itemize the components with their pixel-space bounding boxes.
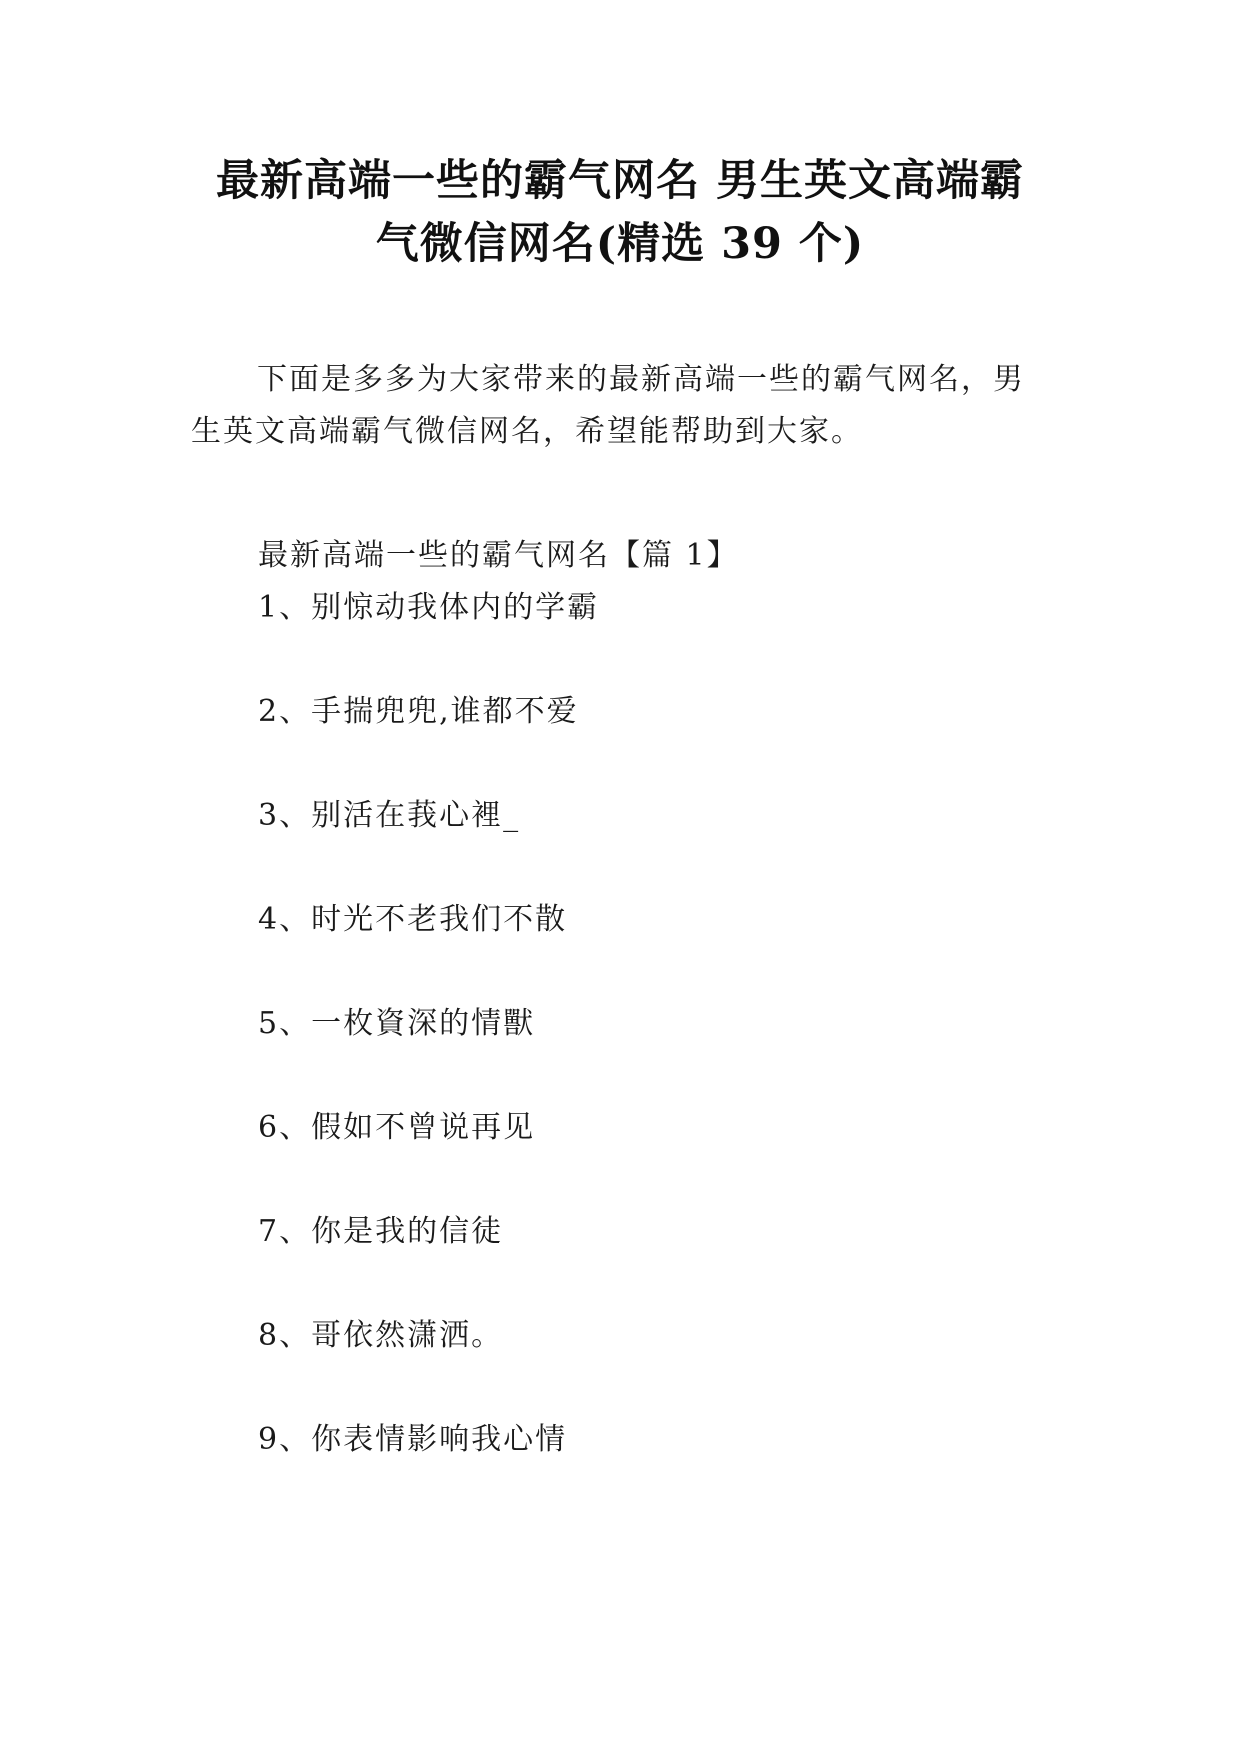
document-title-line-2: 气微信网名(精选 39 个) xyxy=(375,219,865,269)
list-item-7: 7、你是我的信徒 xyxy=(258,1214,504,1249)
list-item-2: 2、手揣兜兜,谁都不爱 xyxy=(258,694,579,729)
intro-paragraph: 下面是多多为大家带来的最新高端一些的霸气网名，男生英文高端霸气微信网名，希望能帮助到大家。 xyxy=(191,362,1025,449)
list-item-9: 9、你表情影响我心情 xyxy=(258,1422,568,1457)
document-title xyxy=(180,150,1060,276)
list-item-5: 5、一枚資深的情獸 xyxy=(258,1006,536,1041)
list-item-1: 1、别惊动我体内的学霸 xyxy=(258,590,600,625)
section-heading: 最新高端一些的霸气网名【篇 1】 xyxy=(258,538,739,573)
list-item-6: 6、假如不曾说再见 xyxy=(258,1110,536,1145)
list-item-8: 8、哥依然潇洒。 xyxy=(258,1318,504,1353)
document-title-line-1: 最新高端一些的霸气网名 男生英文高端霸 xyxy=(216,156,1024,206)
list-item-4: 4、时光不老我们不散 xyxy=(258,902,568,937)
list-item-3: 3、别活在莪心裡_ xyxy=(258,798,521,833)
